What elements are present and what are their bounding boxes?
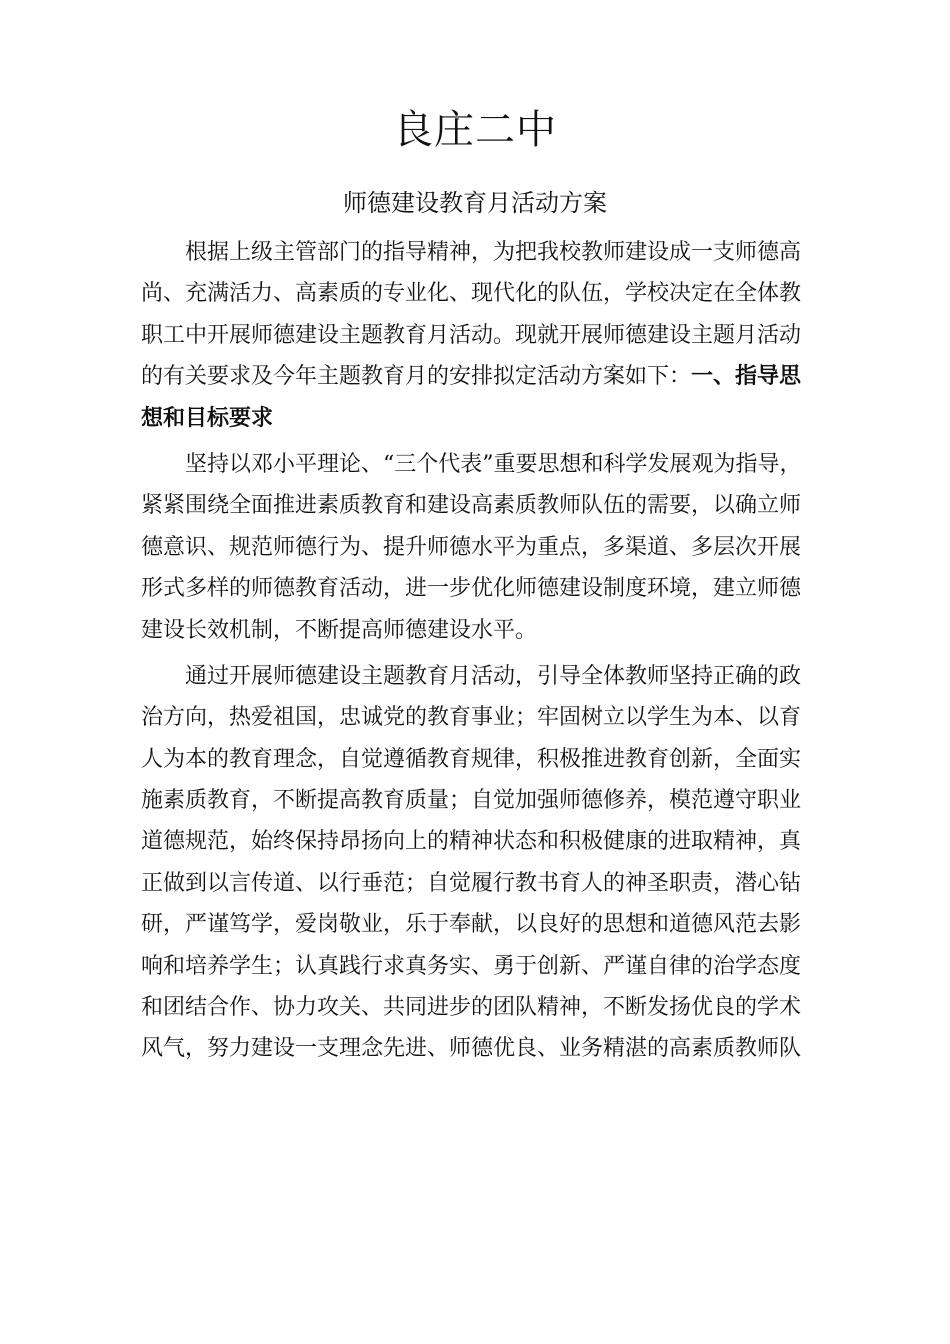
text-line-with-heading [141,356,831,397]
text-line: 治方向，热爱祖国，忠诚党的教育事业；牢固树立以学生为本、以育 [141,705,802,731]
text-line: 职工中开展师德建设主题教育月活动。现就开展师德建设主题月活动 [141,322,802,348]
text-line: 响和培养学生；认真践行求真务实、勇于创新、严谨自律的治学态度 [141,953,802,979]
text-line: 人为本的教育理念，自觉遵循教育规律，积极推进教育创新，全面实 [141,746,802,772]
plan-title: 师德建设教育月活动方案 [343,189,607,217]
text-line: 正做到以言传道、以行垂范；自觉履行教书育人的神圣职责，潜心钻 [141,870,802,896]
school-name-title: 良庄二中 [393,107,557,153]
text-line: 形式多样的师德教育活动，进一步优化师德建设制度环境，建立师德 [141,576,802,602]
section-heading-part2: 想和目标要求 [141,405,274,431]
text-line: 的有关要求及今年主题教育月的安排拟定活动方案如下： [141,364,692,390]
text-line: 风气，努力建设一支理念先进、师德优良、业务精湛的高素质教师队 [141,1036,802,1062]
section-heading-part1: 一、指导思 [691,364,802,390]
text-line: 德意识、规范师德行为、提升师德水平为重点，多渠道、多层次开展 [141,534,802,560]
paragraph-intro [141,232,831,439]
text-line: 建设长效机制，不断提高师德建设水平。 [141,617,538,643]
text-line: 道德规范，始终保持昂扬向上的精神状态和积极健康的进取精神，真 [141,829,802,855]
paragraph-guidance [141,444,831,651]
text-line: 施素质教育，不断提高教育质量；自觉加强师德修养，模范遵守职业 [141,788,802,814]
text-line: 尚、充满活力、高素质的专业化、现代化的队伍，学校决定在全体教 [141,281,802,307]
document-body [141,232,831,1070]
text-line: 根据上级主管部门的指导精神，为把我校教师建设成一支师德高 [185,240,802,265]
text-line: 坚持以邓小平理论、“三个代表”重要思想和科学发展观为指导， [185,451,802,477]
paragraph-goals [141,656,831,1070]
text-line: 通过开展师德建设主题教育月活动，引导全体教师坚持正确的政 [185,663,802,689]
text-line: 紧紧围绕全面推进素质教育和建设高素质教师队伍的需要，以确立师 [141,493,802,519]
text-line: 研，严谨笃学，爱岗敬业，乐于奉献，以良好的思想和道德风范去影 [141,912,802,938]
text-line: 和团结合作、协力攻关、共同进步的团队精神，不断发扬优良的学术 [141,995,802,1021]
